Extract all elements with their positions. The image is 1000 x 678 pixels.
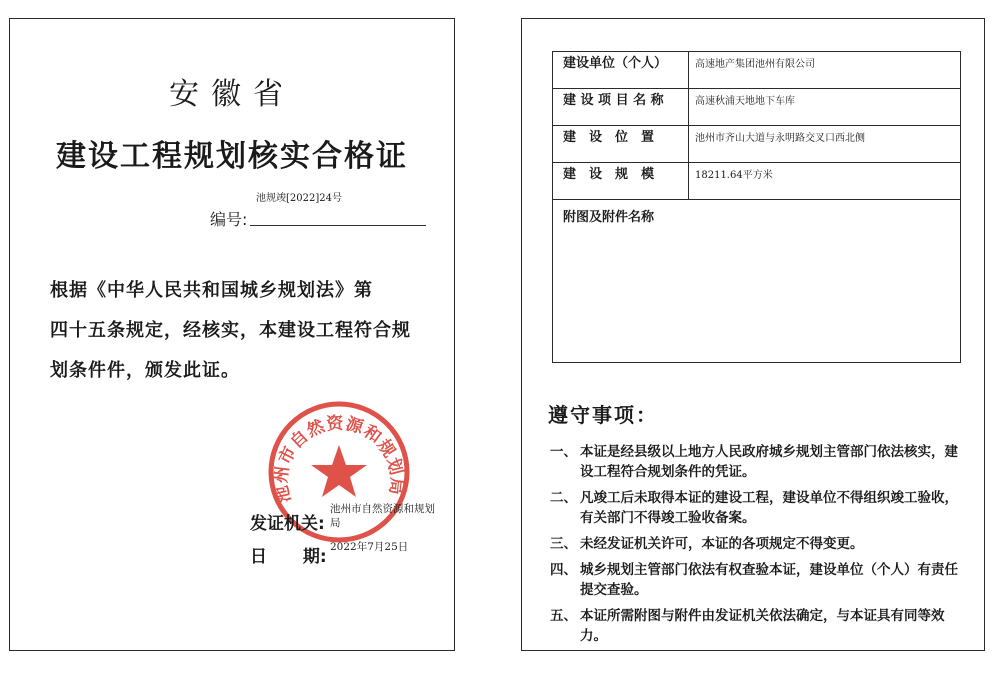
body-line-2: 四十五条规定，经核实，本建设工程符合规 (50, 320, 411, 341)
note-number: 二、 (550, 490, 577, 506)
note-text: 本证是经县级以上地方人民政府城乡规划主管部门依法核实，建设工程符合规划条件的凭证。 (580, 444, 958, 480)
row-label-scale: 建 设 规 模 (553, 163, 689, 200)
note-text: 凡竣工后未取得本证的建设工程，建设单位不得组织竣工验收，有关部门不得竣工验收备案。 (580, 490, 958, 526)
issuer-value: 池州市自然资源和规划局 (330, 503, 435, 529)
note-text: 未经发证机关许可，本证的各项规定不得变更。 (580, 536, 864, 552)
certificate-number-label: 编号: (210, 210, 248, 229)
table-row (553, 126, 961, 163)
certificate-title: 建设工程规划核实合格证 (56, 139, 408, 174)
body-line-1: 根据《中华人民共和国城乡规划法》第 (50, 280, 373, 301)
row-label-location: 建 设 位 置 (553, 126, 689, 163)
issue-date-value: 2022年7月25日 (330, 541, 409, 553)
note-text: 本证所需附图与附件由发证机关依法确定，与本证具有同等效力。 (580, 608, 945, 644)
issuer-label: 发证机关: (250, 514, 325, 534)
table-row (553, 200, 961, 363)
project-info-table (552, 51, 961, 363)
table-row (553, 163, 961, 200)
certificate-body-text (50, 271, 426, 391)
notes-title: 遵守事项： (548, 403, 658, 427)
row-value-project-name: 高速秋浦天地地下车库 (689, 89, 961, 126)
certificate-front-page (9, 18, 455, 651)
row-label-project-name: 建 设 项 目 名 称 (553, 89, 689, 126)
list-item (550, 488, 960, 528)
list-item (550, 534, 960, 554)
list-item (550, 442, 960, 482)
star-icon (311, 445, 367, 497)
province-title: 安徽省 (169, 77, 295, 112)
list-item (550, 560, 960, 600)
note-number: 三、 (550, 536, 577, 552)
row-value-location: 池州市齐山大道与永明路交叉口西北侧 (689, 126, 961, 163)
note-text: 城乡规划主管部门依法有权查验本证，建设单位（个人）有责任提交查验。 (580, 562, 958, 598)
table-row (553, 89, 961, 126)
body-line-3: 划条件件，颁发此证。 (50, 360, 240, 381)
certificate-back-page (521, 18, 985, 651)
row-value-builder: 高速地产集团池州有限公司 (689, 52, 961, 89)
note-number: 一、 (550, 444, 577, 460)
row-label-builder: 建设单位（个人） (553, 52, 689, 89)
attachments-cell: 附图及附件名称 (553, 200, 961, 363)
notes-list (550, 442, 960, 652)
certificate-number-value: 池规竣[2022]24号 (256, 193, 342, 204)
note-number: 四、 (550, 562, 577, 578)
note-number: 五、 (550, 608, 577, 624)
seal-text: 池州市自然资源和规划局 (271, 413, 407, 505)
list-item (550, 606, 960, 646)
table-row (553, 52, 961, 89)
issue-date-label: 日 期: (250, 547, 327, 567)
certificate-number-underline (250, 225, 426, 226)
row-value-scale: 18211.64平方米 (689, 163, 961, 200)
